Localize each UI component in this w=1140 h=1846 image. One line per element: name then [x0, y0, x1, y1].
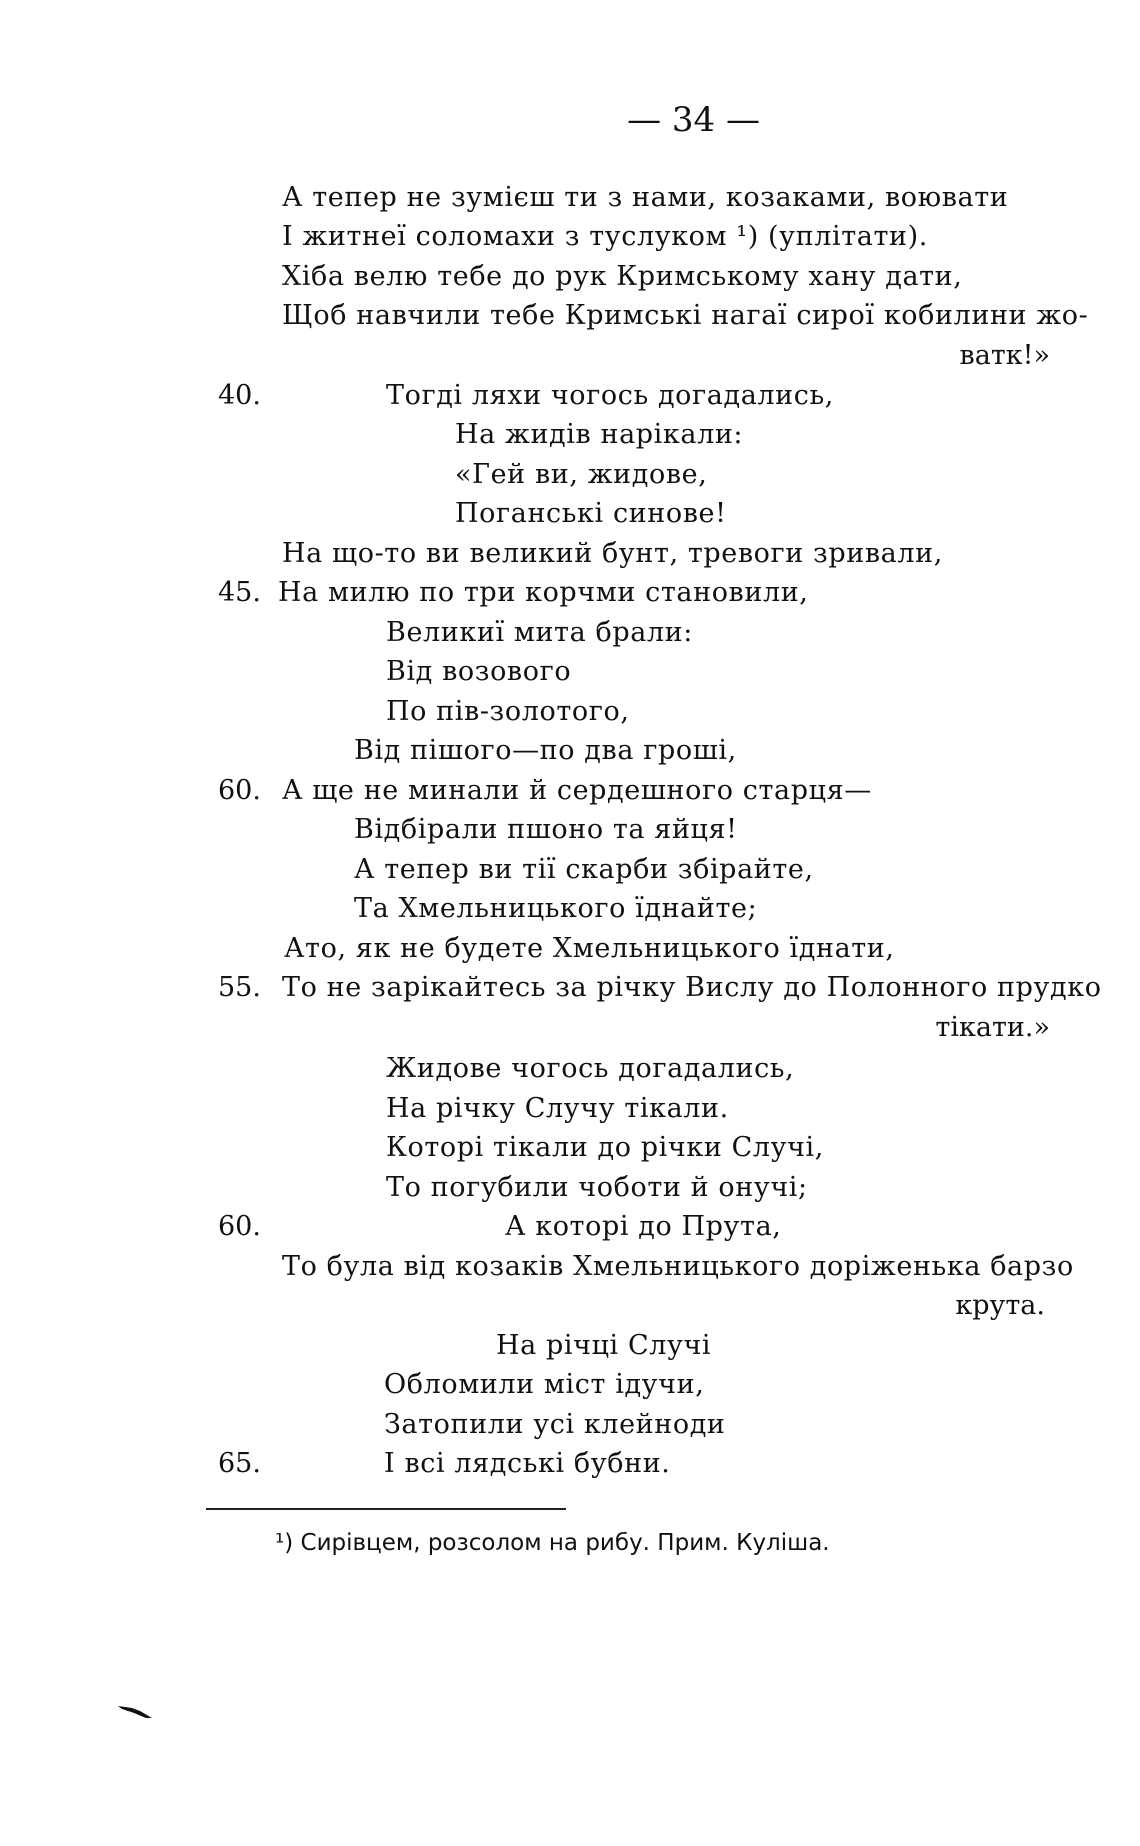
poem-line: Великиї мита брали: — [386, 617, 693, 648]
poem-line: То не зарікайтесь за річку Вислу до Полонного прудко — [282, 972, 1102, 1003]
poem-line: То була від козаків Хмельницького доріженька барзо — [282, 1251, 1074, 1282]
poem-line: На річці Случі — [496, 1330, 712, 1361]
poem-line-continuation: крута. — [955, 1290, 1045, 1321]
poem-line: Хіба велю тебе до рук Кримському хану дати, — [282, 261, 963, 292]
poem-line: Щоб навчили тебе Кримські нагаї сирої кобилини жо- — [282, 300, 1089, 331]
poem-line: Которі тікали до річки Случі, — [386, 1132, 824, 1163]
poem-line: Від пішого—по два гроші, — [354, 735, 737, 766]
poem-line: На милю по три корчми становили, — [278, 577, 809, 608]
poem-line: А которі до Прута, — [505, 1211, 782, 1242]
poem-line: А ще не минали й сердешного старця— — [282, 775, 872, 806]
poem-line: А тепер ви тії скарби збірайте, — [354, 854, 814, 885]
footnote: ¹) Сирівцем, розсолом на рибу. Прим. Куліша. — [275, 1530, 830, 1556]
line-number: 60. — [218, 1211, 261, 1242]
line-number: 60. — [218, 775, 261, 806]
line-number: 65. — [218, 1448, 261, 1479]
poem-line: Затопили усі клейноди — [384, 1409, 726, 1440]
poem-line: На що-то ви великий бунт, тревоги зривали, — [282, 538, 943, 569]
poem-line: На річку Случу тікали. — [386, 1093, 729, 1124]
line-number: 40. — [218, 380, 261, 411]
poem-line: А тепер не зумієш ти з нами, козаками, воювати — [282, 182, 1009, 213]
poem-line: Від возового — [386, 656, 572, 687]
poem-line: Обломили міст ідучи, — [384, 1369, 705, 1400]
poem-line: Тогді ляхи чогось догадались, — [386, 380, 834, 411]
poem-line: По пів-золотого, — [386, 696, 630, 727]
poem-line: «Гей ви, жидове, — [455, 459, 708, 490]
footnote-rule — [206, 1508, 566, 1510]
poem-line-continuation: тікати.» — [935, 1012, 1050, 1043]
page-number: — 34 — — [627, 100, 760, 140]
line-number: 45. — [218, 577, 261, 608]
poem-line: І житнеї соломахи з туслуком ¹) (уплітати). — [282, 221, 928, 252]
line-number: 55. — [218, 972, 261, 1003]
poem-line: Жидове чогось догадались, — [386, 1053, 795, 1084]
poem-line: Поганські синове! — [455, 498, 727, 529]
poem-line: На жидів нарікали: — [455, 419, 744, 450]
poem-line: То погубили чоботи й онучі; — [386, 1172, 808, 1203]
poem-line: Відбірали пшоно та яйця! — [354, 814, 738, 845]
poem-line-continuation: ватк!» — [959, 340, 1050, 371]
ink-smudge-mark — [118, 1705, 152, 1719]
poem-line: Та Хмельницького їднайте; — [354, 893, 758, 924]
poem-line: Ато, як не будете Хмельницького їднати, — [284, 933, 895, 964]
poem-line: І всі лядські бубни. — [384, 1448, 671, 1479]
